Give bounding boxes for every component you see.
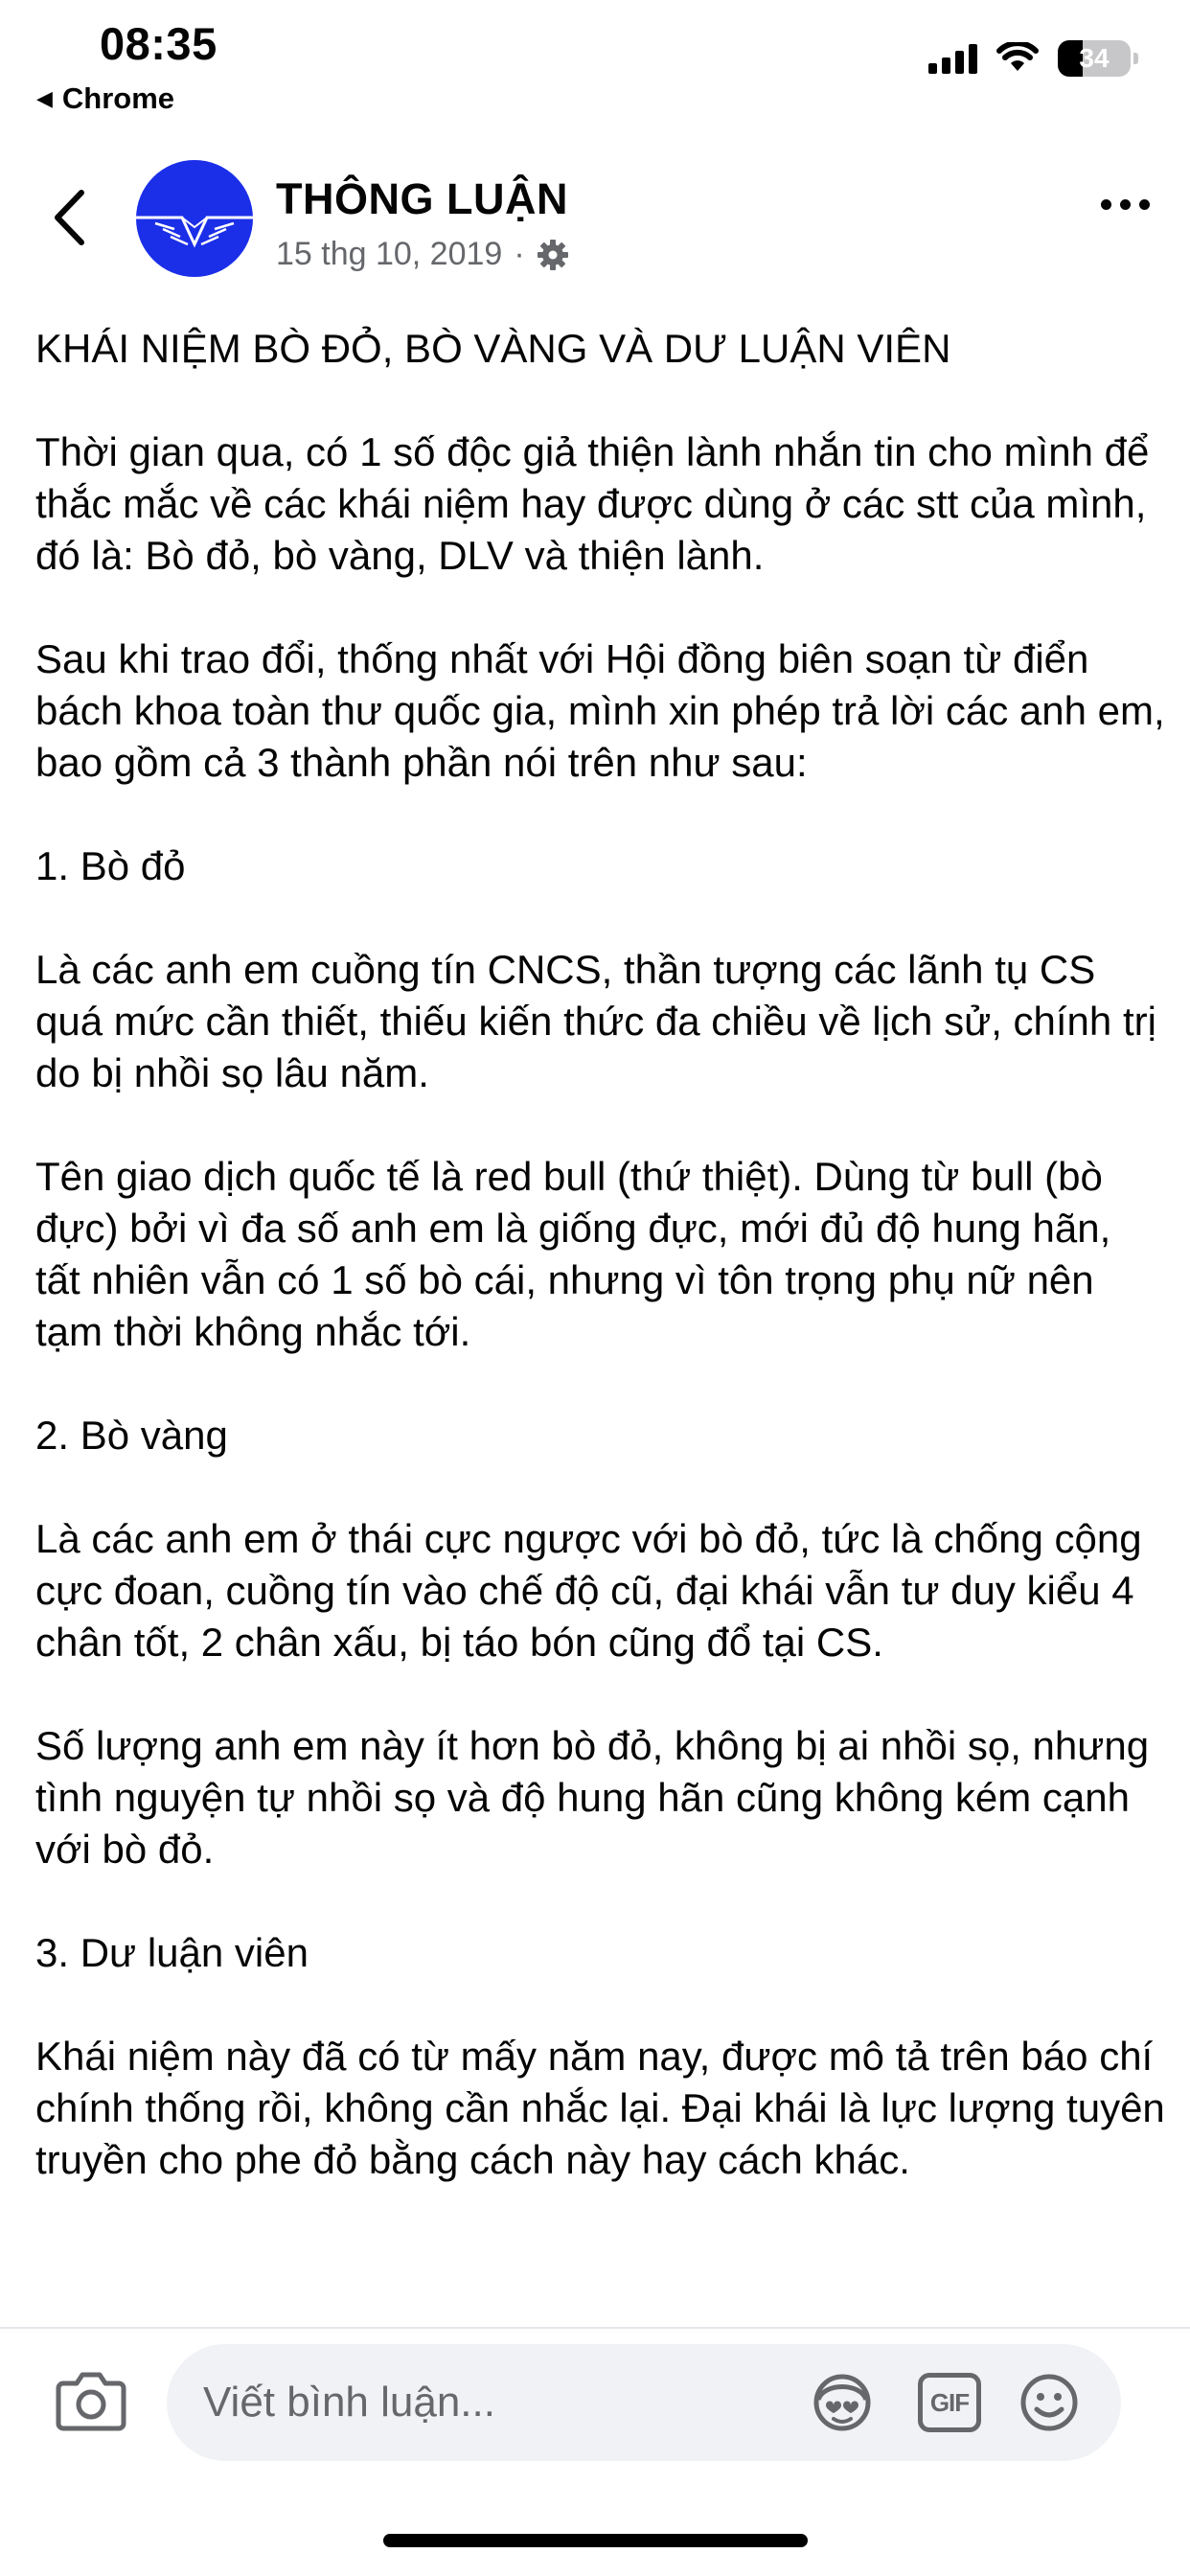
post-paragraph: Khái niệm này đã có từ mấy năm nay, được mô tả trên báo chí chính thống rồi, không cần nhắc lại. Đại khái là lực lượng tuyên truyền cho phe đỏ bằng cách này hay cách khác. <box>35 2034 1165 2182</box>
post-body <box>35 323 1166 2238</box>
section-heading: 1. Bò đỏ <box>35 843 186 888</box>
post-title: KHÁI NIỆM BÒ ĐỎ, BÒ VÀNG VÀ DƯ LUẬN VIÊN <box>35 326 951 371</box>
post-date[interactable]: 15 thg 10, 2019 <box>276 236 503 272</box>
emoji-icon[interactable] <box>1018 2373 1081 2432</box>
comment-bar-divider <box>0 2327 1190 2329</box>
gif-label: GIF <box>929 2387 970 2417</box>
avatar-sticker-icon[interactable] <box>811 2373 874 2432</box>
section-heading: 2. Bò vàng <box>35 1413 228 1458</box>
page-name[interactable]: THÔNG LUẬN <box>276 174 568 223</box>
comment-box[interactable] <box>167 2344 1121 2461</box>
cellular-signal-icon <box>928 43 977 74</box>
post-paragraph: Thời gian qua, có 1 số độc giả thiện lành nhắn tin cho mình để thắc mắc về các khái niệm hay được dùng ở các stt của mình, đó là: Bò đỏ, bò vàng, DLV và thiện lành. <box>35 429 1150 578</box>
post-paragraph: Là các anh em ở thái cực ngược với bò đỏ, tức là chống cộng cực đoan, cuồng tín vào chế độ cũ, đại khái vẫn tư duy kiểu 4 chân tốt, 2 chân xấu, bị táo bón cũng đổ tại CS. <box>35 1516 1142 1665</box>
post-paragraph: Số lượng anh em này ít hơn bò đỏ, không bị ai nhồi sọ, nhưng tình nguyện tự nhồi sọ và độ hung hãn cũng không kém cạnh với bò đỏ. <box>35 1723 1150 1872</box>
status-icons <box>928 40 1131 77</box>
section-heading: 3. Dư luận viên <box>35 1930 309 1975</box>
page-avatar[interactable] <box>136 160 253 277</box>
more-options-button[interactable] <box>1101 199 1150 210</box>
more-dots-icon <box>1101 199 1111 210</box>
comment-input[interactable] <box>203 2344 740 2461</box>
post-meta <box>276 236 569 273</box>
post-paragraph: Là các anh em cuồng tín CNCS, thần tượng các lãnh tụ CS quá mức cần thiết, thiếu kiến thức đa chiều về lịch sử, chính trị do bị nhồi sọ lâu năm. <box>35 947 1156 1095</box>
post-paragraph: Tên giao dịch quốc tế là red bull (thứ thiệt). Dùng từ bull (bò đực) bởi vì đa số anh em là giống đực, mới đủ độ hung hãn, tất nhiên vẫn có 1 số bò cái, nhưng vì tôn trọng phụ nữ nên tạm thời không nhắc tới. <box>35 1154 1111 1354</box>
battery-icon <box>1058 40 1131 77</box>
gif-button[interactable] <box>918 2373 981 2432</box>
post-paragraph: Sau khi trao đổi, thống nhất với Hội đồng biên soạn từ điển bách khoa toàn thư quốc gia, mình xin phép trả lời các anh em, bao gồm cả 3 thành phần nói trên như sau: <box>35 636 1165 785</box>
status-time: 08:35 <box>100 18 217 69</box>
back-button[interactable] <box>40 180 98 255</box>
back-to-app-link[interactable] <box>36 81 174 116</box>
gear-icon <box>537 239 569 271</box>
meta-separator: · <box>514 236 525 272</box>
camera-button[interactable] <box>56 2370 126 2431</box>
home-indicator[interactable] <box>383 2534 808 2547</box>
back-chevron-icon <box>50 189 88 246</box>
back-triangle-icon: ◀ <box>36 86 53 110</box>
battery-level: 34 <box>1079 43 1110 73</box>
wifi-icon <box>996 42 1039 75</box>
back-app-label: Chrome <box>61 81 175 115</box>
camera-icon <box>56 2370 126 2431</box>
avatar-logo-icon <box>136 160 253 277</box>
